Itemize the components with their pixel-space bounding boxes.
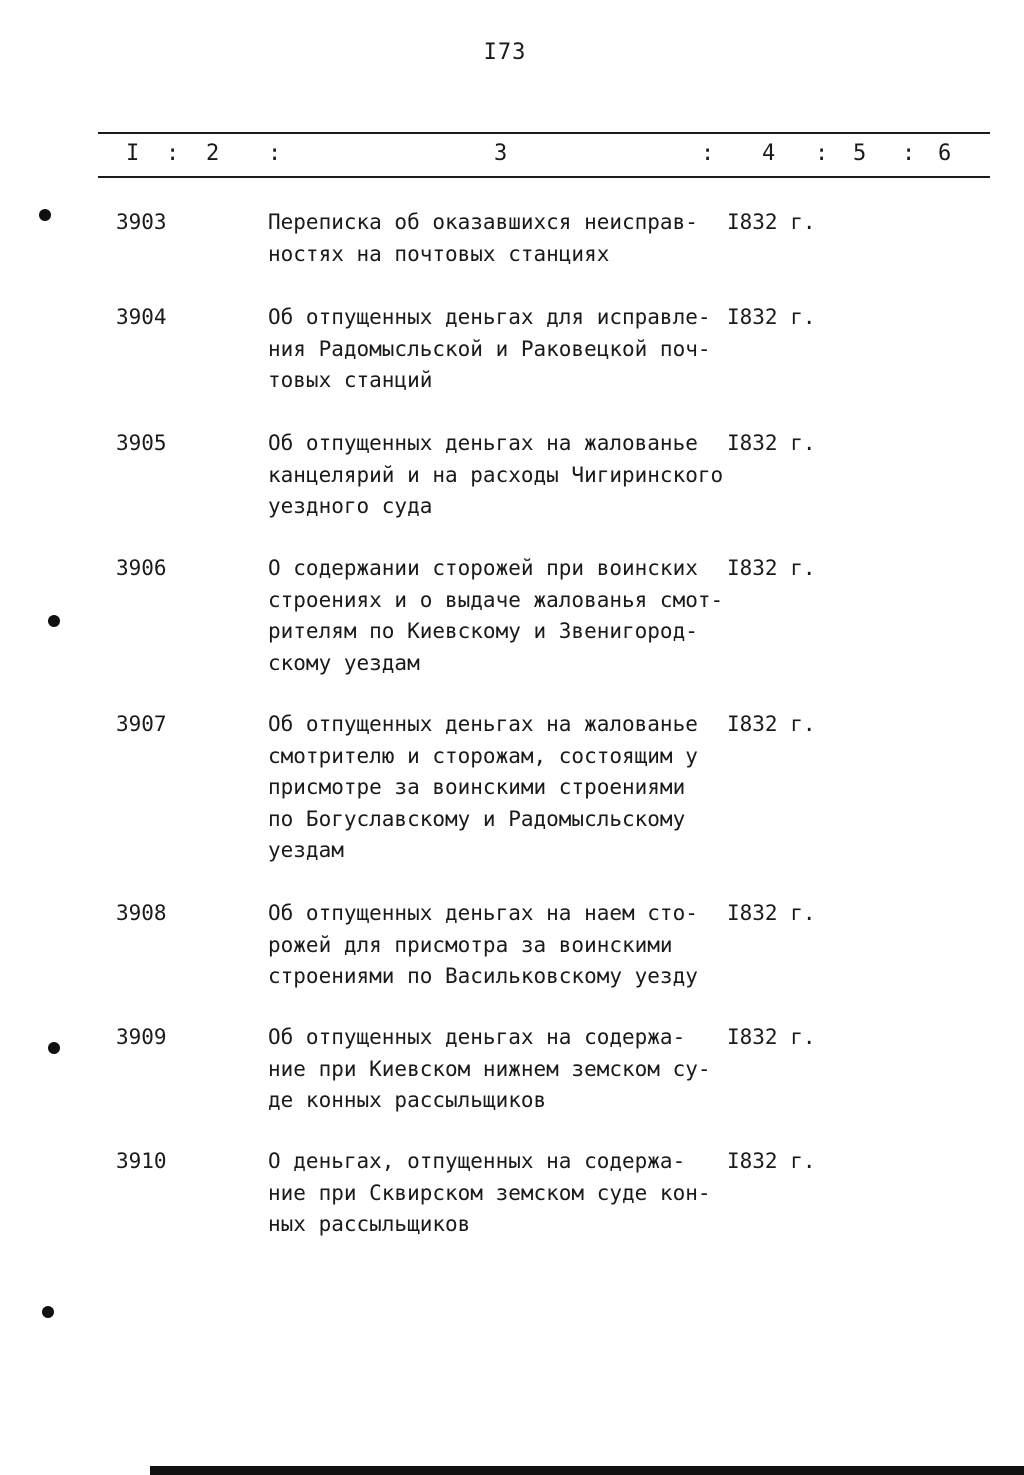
file-date: I832 г. — [727, 1025, 816, 1049]
punch-hole-mark — [48, 615, 60, 627]
file-number: 3905 — [116, 431, 167, 455]
file-number: 3907 — [116, 712, 167, 736]
column-header-2: 2 — [206, 141, 220, 166]
file-number: 3903 — [116, 210, 167, 234]
file-date: I832 г. — [727, 305, 816, 329]
file-date: I832 г. — [727, 210, 816, 234]
column-separator: : — [701, 141, 715, 166]
file-title: О содержании сторожей при воинских строениях и о выдаче жалованья смот- рителям по Киевскому и Звенигород- скому уездам — [268, 556, 724, 675]
punch-hole-mark — [39, 209, 51, 221]
page-number: I73 — [483, 40, 527, 65]
column-header-4: 4 — [762, 141, 776, 166]
punch-hole-mark — [42, 1306, 54, 1318]
file-title: Переписка об оказавшихся неисправ- ностях на почтовых станциях — [268, 210, 698, 266]
table-header-top-rule — [98, 132, 990, 134]
table-column-headers — [0, 141, 1024, 171]
column-separator: : — [166, 141, 180, 166]
column-separator: : — [815, 141, 829, 166]
file-title: Об отпущенных деньгах на жалованье смотрителю и сторожам, состоящим у присмотре за воинскими строениями по Богуславскому и Радомысльскому уездам — [268, 712, 698, 862]
column-separator: : — [902, 141, 916, 166]
file-number: 3906 — [116, 556, 167, 580]
column-header-3: 3 — [494, 141, 508, 166]
file-date: I832 г. — [727, 901, 816, 925]
file-date: I832 г. — [727, 556, 816, 580]
file-number: 3908 — [116, 901, 167, 925]
file-number: 3904 — [116, 305, 167, 329]
file-date: I832 г. — [727, 431, 816, 455]
column-header-5: 5 — [853, 141, 867, 166]
file-title: Об отпущенных деньгах на наем сто- рожей для присмотра за воинскими строениями по Васильковскому уезду — [268, 901, 698, 988]
file-title: Об отпущенных деньгах на жалованье канцелярий и на расходы Чигиринского уездного суда — [268, 431, 724, 518]
column-header-1: I — [126, 141, 140, 166]
table-header-bottom-rule — [98, 176, 990, 178]
file-number: 3910 — [116, 1149, 167, 1173]
file-date: I832 г. — [727, 1149, 816, 1173]
file-date: I832 г. — [727, 712, 816, 736]
scan-bottom-edge — [150, 1466, 1024, 1475]
file-number: 3909 — [116, 1025, 167, 1049]
column-separator: : — [268, 141, 282, 166]
column-header-6: 6 — [938, 141, 952, 166]
file-title: Об отпущенных деньгах на содержа- ние при Киевском нижнем земском су- де конных рассыльщиков — [268, 1025, 711, 1112]
punch-hole-mark — [48, 1042, 60, 1054]
file-title: Об отпущенных деньгах для исправле- ния Радомысльской и Раковецкой поч- товых станций — [268, 305, 711, 392]
file-title: О деньгах, отпущенных на содержа- ние при Сквирском земском суде кон- ных рассыльщиков — [268, 1149, 711, 1236]
